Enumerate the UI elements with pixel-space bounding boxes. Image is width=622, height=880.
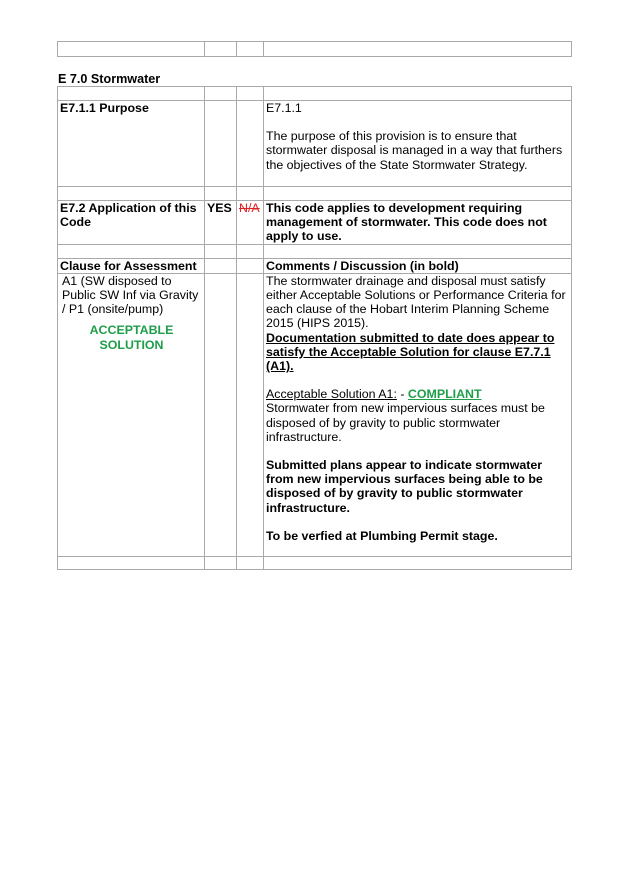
comments-cell: [264, 273, 572, 556]
yes-label: YES: [205, 201, 237, 245]
table-row: [58, 187, 572, 201]
purpose-content: [264, 101, 572, 187]
na-label: N/A: [239, 201, 260, 215]
compliant-badge: COMPLIANT: [407, 387, 482, 402]
acceptable-solution-label: Acceptable Solution A1:: [266, 387, 397, 402]
comments-column-header: Comments / Discussion (in bold): [264, 258, 572, 273]
stormwater-table: [57, 86, 572, 570]
table-cell: [264, 42, 572, 57]
acceptable-solution-separator: -: [396, 387, 408, 402]
table-row: [58, 556, 572, 569]
application-text: This code applies to development requiring management of stormwater. This code does not apply to use.: [264, 201, 572, 245]
intro-text: The stormwater drainage and disposal must satisfy either Acceptable Solutions or Performance Criteria for each clause of the Hobart Interim Planning Scheme 2015 (HIPS 2015).: [266, 273, 566, 331]
plans-statement: Submitted plans appear to indicate stormwater from new impervious surfaces being able to be disposed of by gravity to public stormwater infrastructure.: [266, 458, 543, 515]
section-title: E 7.0 Stormwater: [58, 72, 161, 86]
purpose-ref: E7.1.1: [266, 101, 302, 115]
table-cell: [205, 42, 237, 57]
clause-text: A1 (SW disposed to Public SW Inf via Gravity / P1 (onsite/pump): [62, 273, 199, 317]
clause-column-header: Clause for Assessment: [58, 258, 205, 273]
application-heading: E7.2 Application of this Code: [58, 201, 205, 245]
verification-note: To be verfied at Plumbing Permit stage.: [266, 528, 498, 543]
table-cell: [58, 42, 205, 57]
acceptable-solution-line: [266, 387, 570, 401]
purpose-heading: E7.1.1 Purpose: [58, 101, 205, 187]
table-cell: [237, 42, 264, 57]
clause-status: ACCEPTABLE SOLUTION: [89, 323, 174, 352]
application-row: [58, 201, 572, 245]
table-row: [58, 87, 572, 101]
table-row: [58, 244, 572, 258]
acceptable-solution-text: Stormwater from new impervious surfaces must be disposed of by gravity to public stormwater infrastructure.: [266, 401, 545, 444]
purpose-row: [58, 101, 572, 187]
top-table-fragment: [57, 41, 572, 57]
assessment-row: [58, 273, 572, 556]
clause-cell: [58, 273, 205, 556]
assessment-header-row: [58, 258, 572, 273]
purpose-text: The purpose of this provision is to ensure that stormwater disposal is managed in a way that furthers the objectives of the State Stormwater Strategy.: [266, 129, 563, 172]
documentation-statement: Documentation submitted to date does appear to satisfy the Acceptable Solution for clause E7.7.1 (A1).: [266, 330, 555, 374]
